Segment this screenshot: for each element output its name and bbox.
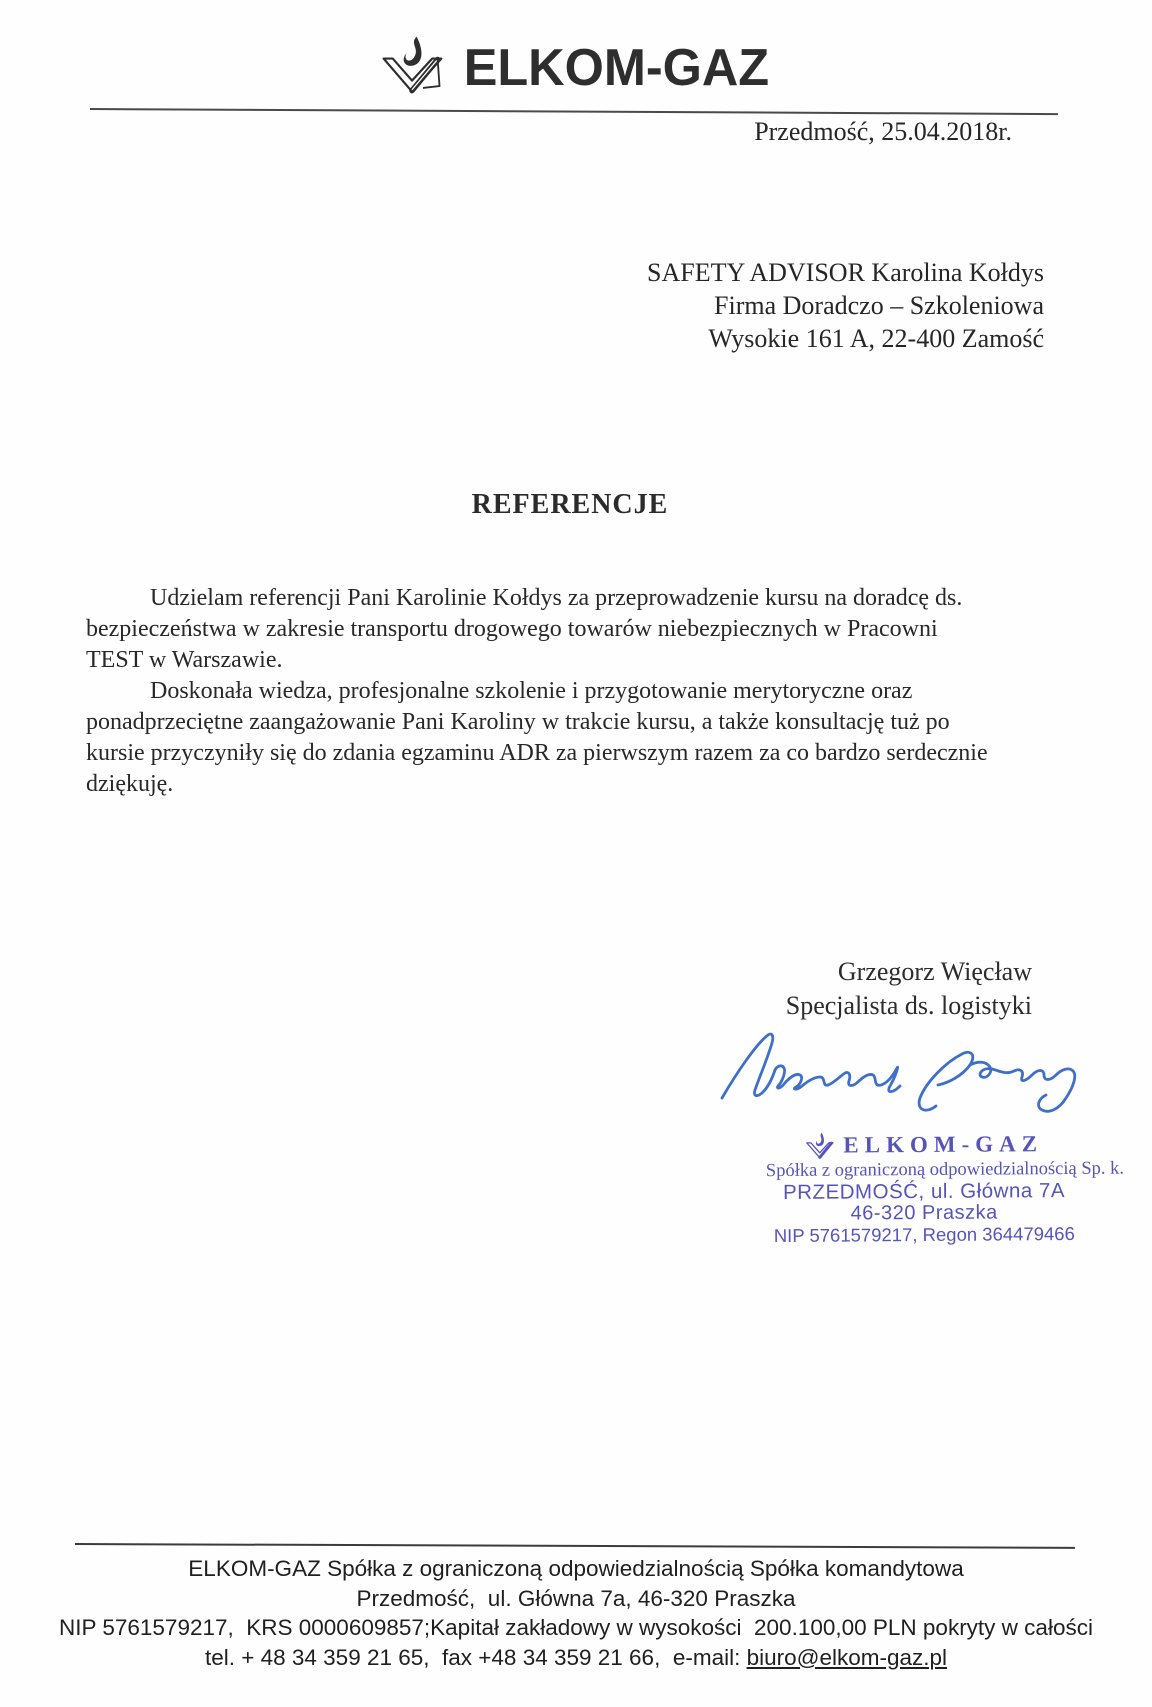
stamp-registry: NIP 5761579217, Regon 364479466	[773, 1222, 1075, 1247]
body-line: dziękuję.	[86, 771, 174, 797]
stamp-logo-icon	[804, 1132, 834, 1160]
handwritten-signature	[712, 1028, 1080, 1124]
body-line: Udzielam referencji Pani Karolinie Kołdys za przeprowadzenie kursu na doradcę ds.	[150, 585, 963, 611]
footer-divider	[75, 1543, 1075, 1549]
letter-title: REFERENCJE	[471, 489, 669, 520]
stamp-company-form: Spółka z ograniczoną odpowiedzialnością Sp. k.	[765, 1158, 1125, 1182]
brand-text: ELKOM-GAZ	[463, 39, 769, 97]
footer-contact-text: tel. + 48 34 359 21 65, fax +48 34 359 21 66, e-mail:	[204, 1644, 747, 1670]
header-divider	[90, 108, 1058, 115]
signatory-name: Grzegorz Więcław	[837, 957, 1032, 986]
body-line: Doskonała wiedza, profesjonalne szkolenie i przygotowanie merytoryczne oraz	[150, 678, 913, 704]
footer-line: ELKOM-GAZ Spółka z ograniczoną odpowiedzialnością Spółka komandytowa	[188, 1556, 964, 1581]
body-line: bezpieczeństwa w zakresie transportu drogowego towarów niebezpiecznych w Pracowni	[86, 616, 938, 642]
elkom-gaz-flame-icon	[379, 34, 445, 96]
footer-line	[0, 1643, 1152, 1673]
company-stamp	[765, 1130, 1125, 1247]
body-line: kursie przyczyniły się do zdania egzaminu ADR za pierwszym razem za co bardzo serdecznie	[86, 740, 988, 766]
footer-line: NIP 5761579217, KRS 0000609857;Kapitał zakładowy w wysokości 200.100,00 PLN pokryty w całości	[59, 1615, 1093, 1640]
footer-email-link[interactable]: biuro@elkom-gaz.pl	[746, 1644, 948, 1670]
stamp-brand-text: ELKOM-GAZ	[843, 1131, 1044, 1158]
letter-body	[86, 583, 1036, 800]
body-line: ponadprzeciętne zaangażowanie Pani Karoliny w trakcie kursu, a także konsultację tuż po	[86, 709, 950, 735]
footer-line: Przedmość, ul. Główna 7a, 46-320 Praszka	[356, 1585, 796, 1611]
signatory-role: Specjalista ds. logistyki	[785, 991, 1032, 1020]
stamp-city: 46-320 Praszka	[850, 1201, 998, 1225]
signatory-block	[786, 955, 1032, 1023]
letterhead	[0, 34, 1152, 96]
date-line: Przedmość, 25.04.2018r.	[754, 117, 1012, 146]
recipient-line: Firma Doradczo – Szkoleniowa	[714, 291, 1044, 320]
body-line: TEST w Warszawie.	[86, 647, 283, 673]
recipient-block	[647, 256, 1044, 355]
recipient-line: SAFETY ADVISOR Karolina Kołdys	[647, 258, 1044, 287]
stamp-address: PRZEDMOŚĆ, ul. Główna 7A	[782, 1179, 1066, 1204]
recipient-line: Wysokie 161 A, 22-400 Zamość	[708, 324, 1044, 353]
footer	[0, 1554, 1152, 1672]
